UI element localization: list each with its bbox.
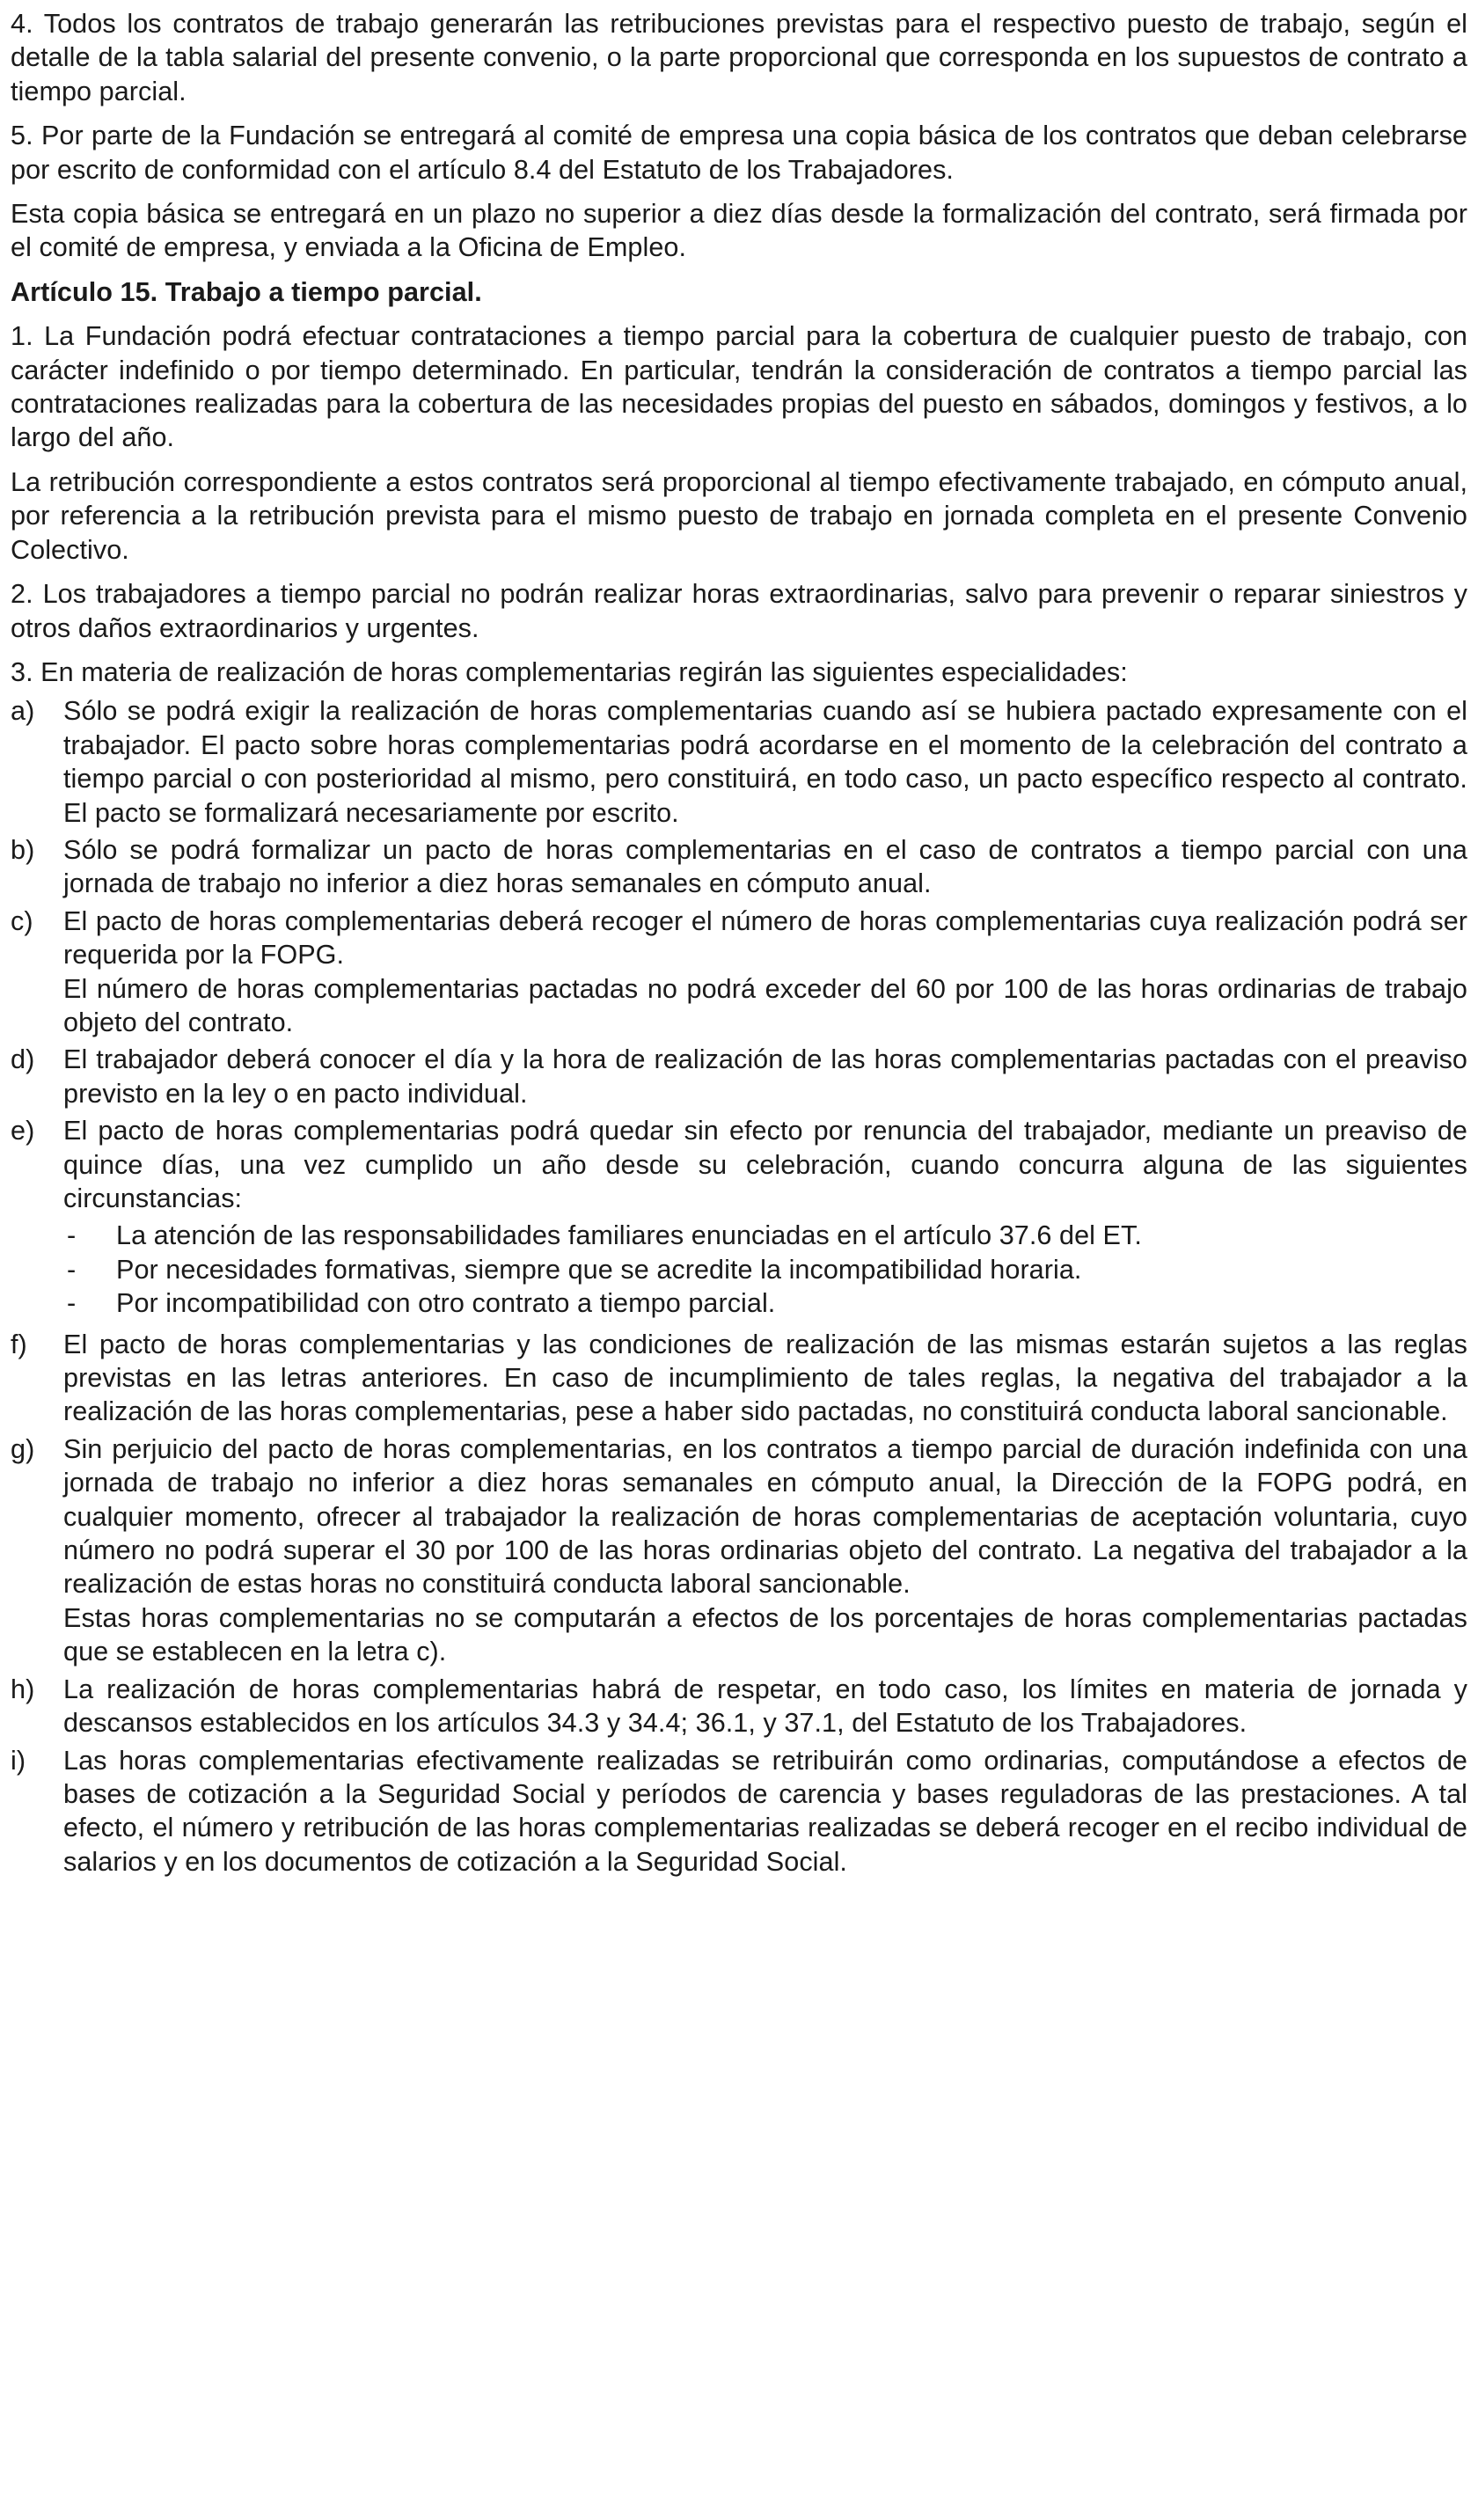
article-15-paragraph-3: 3. En materia de realización de horas complementarias regirán las siguientes especialidades: — [11, 656, 1128, 687]
article-15-paragraph-2: 2. Los trabajadores a tiempo parcial no podrán realizar horas extraordinarias, salvo para prevenir o reparar siniestros y otros daños extraordinarios y urgentes. — [11, 579, 1467, 643]
list-item-label: a) — [11, 696, 35, 727]
list-item-text: La realización de horas complementarias habrá de respetar, en todo caso, los límites en materia de jornada y descansos establecidos en los artículos 34.3 y 34.4; 36.1, y 37.1, del Estatuto de los Trabajadores. — [63, 1674, 1467, 1739]
list-item-text: Sólo se podrá exigir la realización de horas complementarias cuando así se hubiera pactado expresamente con el trabajador. El pacto sobre horas complementarias podrá acordarse en el momento de la celebración del contrato a tiempo parcial o con posterioridad al mismo, pero constituirá, en todo caso, un pacto específico respecto al contrato. El pacto se formalizará necesariamente por escrito. — [63, 696, 1467, 828]
dash-item — [63, 1219, 1467, 1252]
list-item-g — [11, 1432, 1467, 1669]
article-15-heading: Artículo 15. Trabajo a tiempo parcial. — [11, 276, 482, 307]
list-item-d — [11, 1043, 1467, 1110]
list-item-label: h) — [11, 1674, 35, 1704]
list-item-i — [11, 1744, 1467, 1879]
article-15-paragraph-1: 1. La Fundación podrá efectuar contrataciones a tiempo parcial para la cobertura de cualquier puesto de trabajo, con carácter indefinido o por tiempo determinado. En particular, tendrán la consideración de contratos a tiempo parcial las contrataciones realizadas para la cobertura de las necesidades propias del puesto en sábados, domingos y festivos, a lo largo del año. — [11, 321, 1467, 453]
dash-text: Por necesidades formativas, siempre que se acredite la incompatibilidad horaria. — [116, 1254, 1082, 1285]
list-item-label: e) — [11, 1116, 35, 1146]
dash-mark: - — [67, 1288, 77, 1319]
paragraph-5: 5. Por parte de la Fundación se entregará al comité de empresa una copia básica de los contratos que deban celebrarse por escrito de conformidad con el artículo 8.4 del Estatuto de los Trabajadores. — [11, 121, 1467, 185]
list-item-c — [11, 905, 1467, 1040]
dash-item — [63, 1253, 1467, 1286]
list-item-label: d) — [11, 1044, 35, 1075]
list-item-label: c) — [11, 905, 33, 936]
list-item-label: f) — [11, 1329, 27, 1359]
list-item-text: El pacto de horas complementarias y las condiciones de realización de las mismas estarán sujetos a las reglas previstas en las letras anteriores. En caso de incumplimiento de tales reglas, la negativa del trabajador a la realización de las horas complementarias, pese a haber sido pactadas, no constituirá conducta laboral sancionable. — [63, 1329, 1467, 1427]
list-item-text: El pacto de horas complementarias deberá recoger el número de horas complementarias cuya realización podrá ser requerida por la FOPG. — [63, 905, 1467, 971]
dash-mark: - — [67, 1254, 77, 1285]
list-item-text: Las horas complementarias efectivamente realizadas se retribuirán como ordinarias, computándose a efectos de bases de cotización a la Seguridad Social y períodos de carencia y bases reguladoras de las prestaciones. A tal efecto, el número y retribución de las horas complementarias realizadas se deberá recoger en el recibo individual de salarios y en los documentos de cotización a la Seguridad Social. — [63, 1745, 1467, 1877]
paragraph-copia-basica: Esta copia básica se entregará en un plazo no superior a diez días desde la formalización del contrato, será firmada por el comité de empresa, y enviada a la Oficina de Empleo. — [11, 199, 1467, 263]
list-item-text: El pacto de horas complementarias podrá quedar sin efecto por renuncia del trabajador, mediante un preaviso de quince días, una vez cumplido un año desde su celebración, cuando concurra alguna de las siguientes circunstancias: — [63, 1116, 1467, 1213]
dash-text: La atención de las responsabilidades familiares enunciadas en el artículo 37.6 del ET. — [116, 1220, 1142, 1251]
paragraph-4: 4. Todos los contratos de trabajo generarán las retribuciones previstas para el respectivo puesto de trabajo, según el detalle de la tabla salarial del presente convenio, o la parte proporcional que corresponda en los supuestos de contrato a tiempo parcial. — [11, 9, 1467, 106]
article-15-retribucion: La retribución correspondiente a estos contratos será proporcional al tiempo efectivamente trabajado, en cómputo anual, por referencia a la retribución prevista para el mismo puesto de trabajo en jornada completa en el presente Convenio Colectivo. — [11, 466, 1467, 565]
list-item-text-continued: El número de horas complementarias pactadas no podrá exceder del 60 por 100 de las horas ordinarias de trabajo objeto del contrato. — [63, 973, 1467, 1037]
circumstances-list — [63, 1219, 1467, 1320]
document-page — [11, 7, 1467, 1882]
list-item-a — [11, 694, 1467, 830]
list-item-label: i) — [11, 1745, 26, 1776]
list-item-text: Sin perjuicio del pacto de horas complementarias, en los contratos a tiempo parcial de duración indefinida con una jornada de trabajo no inferior a diez horas semanales en cómputo anual, la Dirección de la FOPG podrá, en cualquier momento, ofrecer al trabajador la realización de horas complementarias de aceptación voluntaria, cuyo número no podrá superar el 30 por 100 de las horas ordinarias objeto del contrato. La negativa del trabajador a la realización de estas horas no constituirá conducta laboral sancionable. — [63, 1433, 1467, 1600]
dash-mark: - — [67, 1220, 77, 1251]
list-item-h — [11, 1673, 1467, 1740]
dash-text: Por incompatibilidad con otro contrato a tiempo parcial. — [116, 1288, 776, 1319]
dash-item — [63, 1286, 1467, 1320]
list-item-text: Sólo se podrá formalizar un pacto de horas complementarias en el caso de contratos a tiempo parcial con una jornada de trabajo no inferior a diez horas semanales en cómputo anual. — [63, 834, 1467, 899]
list-item-text-continued: Estas horas complementarias no se computarán a efectos de los porcentajes de horas complementarias pactadas que se establecen en la letra c). — [63, 1602, 1467, 1667]
list-item-f — [11, 1328, 1467, 1429]
list-item-label: g) — [11, 1433, 35, 1464]
list-item-label: b) — [11, 834, 35, 865]
list-item-text: El trabajador deberá conocer el día y la hora de realización de las horas complementarias pactadas con el preaviso previsto en la ley o en pacto individual. — [63, 1044, 1467, 1109]
list-item-e — [11, 1114, 1467, 1215]
list-item-b — [11, 833, 1467, 901]
